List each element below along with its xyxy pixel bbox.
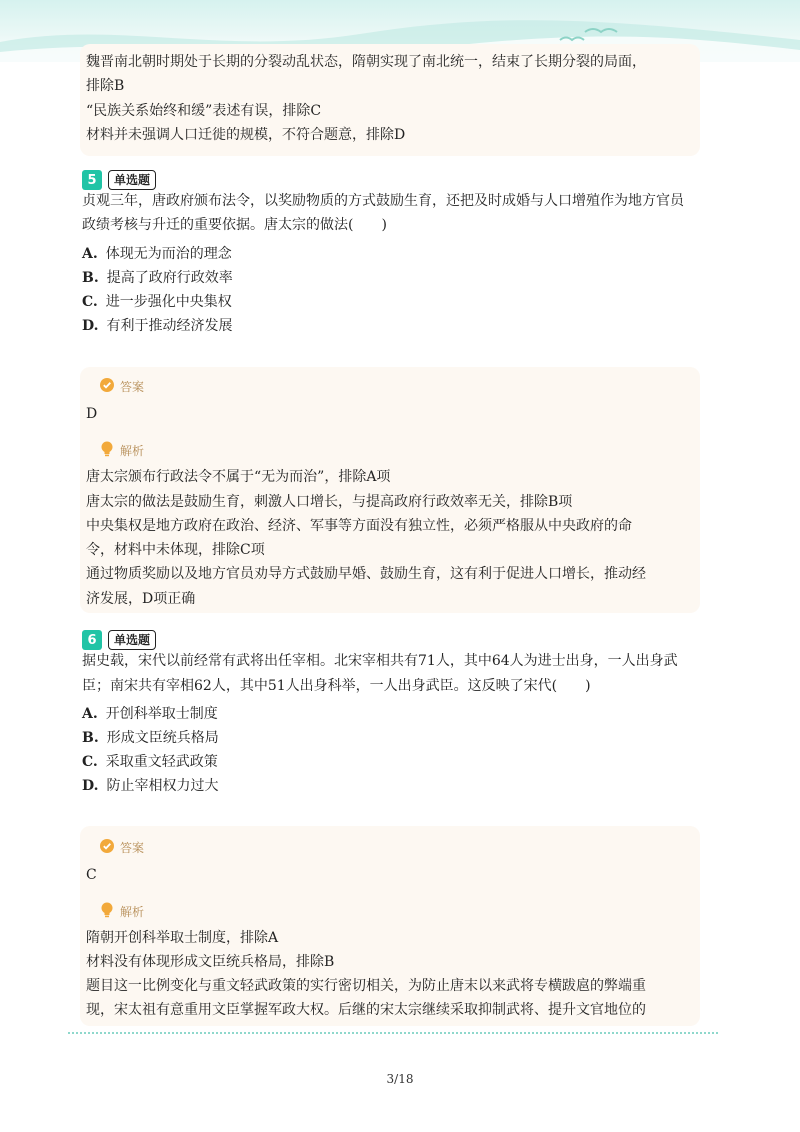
option-c[interactable] <box>82 753 218 771</box>
option-key: A. <box>82 246 98 262</box>
question-stem: 据史载，宋代以前经常有武将出任宰相。北宋宰相共有71人，其中64人为进士出身，一人出身武 <box>82 653 678 669</box>
lightbulb-icon <box>100 902 114 921</box>
option-c[interactable] <box>82 293 232 311</box>
analysis-line: 魏晋南北朝时期处于长期的分裂动乱状态，隋朝实现了南北统一，结束了长期分裂的局面， <box>86 54 646 70</box>
analysis-line: 现，宋太祖有意重用文臣掌握军政大权。后继的宋太宗继续采取抑制武将、提升文官地位的 <box>86 1002 646 1018</box>
question-stem: 贞观三年，唐政府颁布法令，以奖励物质的方式鼓励生育，还把及时成婚与人口增殖作为地方官员 <box>82 193 684 209</box>
option-d[interactable] <box>82 777 219 795</box>
analysis-line: 题目这一比例变化与重文轻武政策的实行密切相关，为防止唐末以来武将专横跋扈的弊端重 <box>86 978 646 994</box>
question-number: 6 <box>82 630 102 650</box>
analysis-line: 唐太宗的做法是鼓励生育，刺激人口增长，与提高政府行政效率无关，排除B项 <box>86 494 573 510</box>
option-text: 防止宰相权力过大 <box>106 778 219 794</box>
analysis-line: 材料没有体现形成文臣统兵格局，排除B <box>86 954 335 970</box>
question-type-badge: 单选题 <box>108 170 156 190</box>
option-key: D. <box>82 318 99 334</box>
analysis-label: 解析 <box>100 902 144 921</box>
answer-label: 答案 <box>100 378 144 395</box>
question-type-badge: 单选题 <box>108 630 156 650</box>
option-b[interactable] <box>82 729 219 747</box>
question-header <box>82 630 156 650</box>
analysis-line: 材料并未强调人口迁徙的规模，不符合题意，排除D <box>86 127 406 143</box>
option-a[interactable] <box>82 705 218 723</box>
analysis-line: 唐太宗颁布行政法令不属于“无为而治”，排除A项 <box>86 469 391 485</box>
option-key: C. <box>82 754 98 770</box>
analysis-line: 令，材料中未体现，排除C项 <box>86 542 265 558</box>
answer-label: 答案 <box>100 839 144 856</box>
option-text: 进一步强化中央集权 <box>105 294 232 310</box>
question-stem: 政绩考核与升迁的重要依据。唐太宗的做法( ) <box>82 217 387 233</box>
question-header <box>82 170 156 190</box>
page-number: 3/18 <box>386 1072 414 1086</box>
option-text: 采取重文轻武政策 <box>105 754 218 770</box>
analysis-line: 隋朝开创科举取士制度，排除A <box>86 930 279 946</box>
lightbulb-icon <box>100 441 114 460</box>
option-text: 体现无为而治的理念 <box>105 246 232 262</box>
option-text: 有利于推动经济发展 <box>106 318 233 334</box>
option-text: 开创科举取士制度 <box>105 706 218 722</box>
option-key: B. <box>82 270 99 286</box>
option-b[interactable] <box>82 269 233 287</box>
answer-value: C <box>86 867 97 883</box>
question-stem: 臣；南宋共有宰相62人，其中51人出身科举，一人出身武臣。这反映了宋代( ) <box>82 678 591 694</box>
option-key: C. <box>82 294 98 310</box>
answer-value: D <box>86 406 98 422</box>
analysis-line: 排除B <box>86 78 125 94</box>
analysis-label: 解析 <box>100 441 144 460</box>
option-a[interactable] <box>82 245 232 263</box>
analysis-line: “民族关系始终和缓”表述有误，排除C <box>86 103 322 119</box>
option-key: A. <box>82 706 98 722</box>
option-d[interactable] <box>82 317 233 335</box>
check-badge-icon <box>100 839 114 856</box>
option-key: B. <box>82 730 99 746</box>
option-key: D. <box>82 778 99 794</box>
page-divider <box>68 1032 718 1034</box>
question-number: 5 <box>82 170 102 190</box>
answer-box <box>80 826 700 1026</box>
check-badge-icon <box>100 378 114 395</box>
analysis-line: 济发展，D项正确 <box>86 591 196 607</box>
option-text: 形成文臣统兵格局 <box>106 730 219 746</box>
option-text: 提高了政府行政效率 <box>106 270 233 286</box>
analysis-line: 中央集权是地方政府在政治、经济、军事等方面没有独立性，必须严格服从中央政府的命 <box>86 518 632 534</box>
analysis-line: 通过物质奖励以及地方官员劝导方式鼓励早婚、鼓励生育，这有利于促进人口增长，推动经 <box>86 566 646 582</box>
